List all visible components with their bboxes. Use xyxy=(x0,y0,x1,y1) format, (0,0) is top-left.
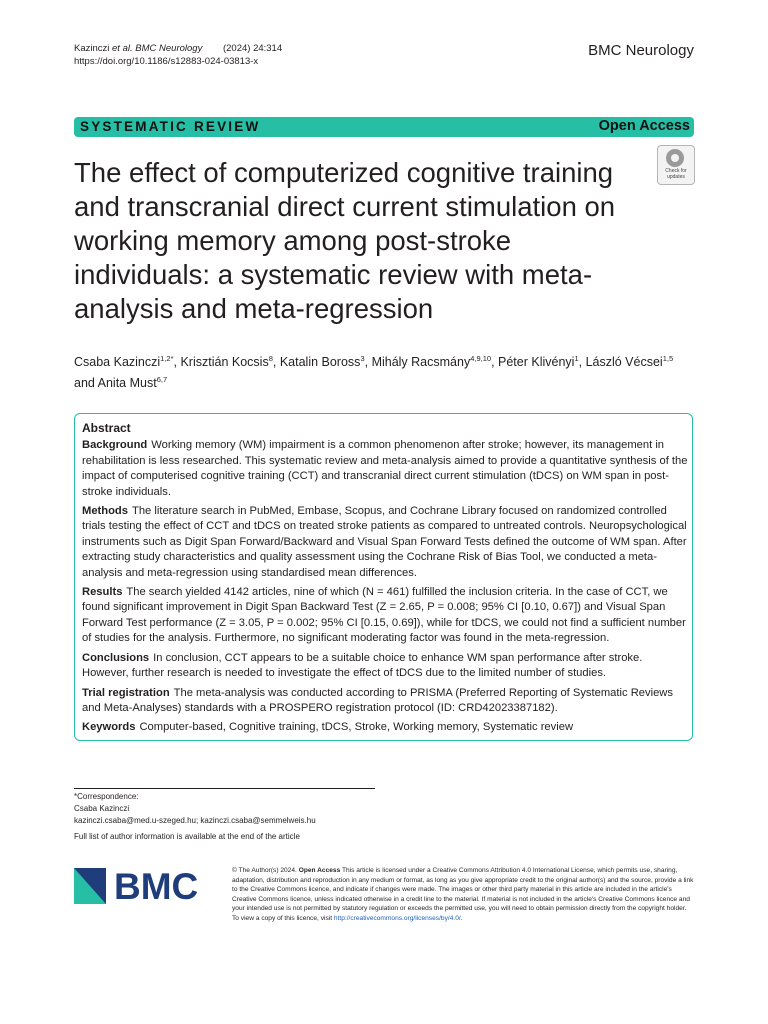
abstract-section-label: Conclusions xyxy=(82,651,150,664)
abstract-section-text: The meta-analysis was conducted according to PRISMA (Preferred Reporting of Systematic Reviews and Meta-Analyses) standards with a PROSPERO registration protocol (ID: CRD42023387182). xyxy=(82,686,673,714)
doi-link[interactable]: https://doi.org/10.1186/s12883-024-03813-x xyxy=(74,56,259,67)
journal-name: BMC Neurology xyxy=(588,42,694,59)
license-body: This article is licensed under a Creative Commons Attribution 4.0 International License, which permits use, sharing, adaptation, distribution and reproduction in any medium or format, as long as you give appropriate credit to the original author(s) and the source, provide a link to the Creative Commons licence, and indicate if changes were made. The images or other third party material in this article are included in the article's Creative Commons licence, unless indicated otherwise in a credit line to the material. If material is not included in the article's Creative Commons licence and your intended use is not permitted by statutory regulation or exceeds the permitted use, you will need to obtain permission directly from the copyright holder. To view a copy of this licence, visit xyxy=(232,867,694,922)
author-affiliation: 1 xyxy=(574,354,579,363)
license-open-access: Open Access xyxy=(298,867,341,874)
abstract-section-label: Keywords xyxy=(82,721,136,734)
author-name: Anita Must xyxy=(97,376,157,391)
citation-authors: Kazinczi xyxy=(74,43,110,54)
author-separator: and xyxy=(74,376,98,391)
open-access-label: Open Access xyxy=(598,118,690,134)
abstract-section-text: Computer-based, Cognitive training, tDCS, Stroke, Working memory, Systematic review xyxy=(139,721,574,734)
article-title: The effect of computerized cognitive training and transcranial direct current stimulation on working memory among post-stroke individuals: a systematic review with meta-analysis and meta-regression xyxy=(74,157,616,324)
abstract-section xyxy=(82,504,688,581)
author-info-note: Full list of author information is available at the end of the article xyxy=(74,832,300,841)
check-for-updates-label: Check for updates xyxy=(665,168,687,180)
abstract-section-label: Methods xyxy=(82,505,128,518)
author-affiliation: 3 xyxy=(360,354,365,363)
abstract-section-text: The search yielded 4142 articles, nine of which (N = 461) fulfilled the inclusion criteria. In the case of CCT, we found significant improvement in Digit Span Backward Test (Z = 2.65, P = 0.008; 95% CI [0.10, 0.67]) and Visual Span Forward Test performance (Z = 3.05, P = 0.002; 95% CI [0.15, 0.69]), while for tDCS, we could not find a sufficient number of studies for the analysis. Furthermore, no significant moderating factor was found in the meta-regression. xyxy=(82,586,686,645)
author-name: Csaba Kazinczi xyxy=(74,355,161,370)
abstract-section xyxy=(82,651,688,682)
abstract-section xyxy=(82,438,688,500)
abstract-section-label: Background xyxy=(82,439,148,452)
abstract-section-text: In conclusion, CCT appears to be a suitable choice to enhance WM span performance after stroke. However, further research is needed to investigate the effect of tDCS due to the limited number of studies. xyxy=(82,651,643,680)
author-name: Mihály Racsmány xyxy=(371,355,471,370)
author-list xyxy=(74,350,694,392)
correspondence-emails[interactable]: kazinczi.csaba@med.u-szeged.hu; kazinczi.csaba@semmelweis.hu xyxy=(74,816,316,825)
author-name: László Vécsei xyxy=(585,355,663,370)
author-separator: , xyxy=(173,355,181,370)
author-affiliation: 4,9,10 xyxy=(470,354,492,363)
author-name: Krisztián Kocsis xyxy=(180,355,269,370)
correspondence-block xyxy=(74,791,316,827)
abstract-section xyxy=(82,720,688,735)
author-affiliation: 8 xyxy=(268,354,273,363)
author-separator: , xyxy=(272,355,280,370)
abstract-heading: Abstract xyxy=(82,421,131,435)
author-affiliation: 6,7 xyxy=(156,375,168,385)
citation-year-volume: (2024) 24:314 xyxy=(222,43,283,54)
abstract-box xyxy=(74,413,693,741)
footnote-divider xyxy=(74,788,375,789)
author-name: Péter Klivényi xyxy=(498,355,575,370)
license-text xyxy=(232,866,694,924)
license-suffix: . xyxy=(460,914,463,922)
bmc-logo-text: BMC xyxy=(114,868,199,904)
abstract-section xyxy=(82,686,688,717)
check-for-updates-button[interactable] xyxy=(657,145,695,185)
citation-journal: BMC Neurology xyxy=(135,43,203,54)
abstract-section-text: The literature search in PubMed, Embase, Scopus, and Cochrane Library focused on randomized controlled trials testing the effect of CCT and tDCS on treated stroke patients as compared to untreated controls. Neuropsychological instruments such as Digit Span Forward/Backward and Visual Span Forward Tests defined the outcome of WM span. After extracting study characteristics and quality assessment using the Cochrane Risk of Bias Tool, we conducted a meta-analysis and meta-regression using standardised mean differences. xyxy=(82,505,687,579)
license-copyright: © The Author(s) 2024. xyxy=(232,867,297,874)
author-separator: , xyxy=(491,355,499,370)
license-link[interactable]: http://creativecommons.org/licenses/by/4.0/ xyxy=(333,914,461,922)
author-separator: , xyxy=(364,355,372,370)
abstract-section xyxy=(82,585,688,647)
author-separator: , xyxy=(578,355,586,370)
abstract-section-text: Working memory (WM) impairment is a common phenomenon after stroke; however, its management in rehabilitation is less researched. This systematic review and meta-analysis aimed to provide a quantitative synthesis of the impact of computerised cognitive training (CCT) and transcranial direct current stimulation (tDCS) on WM span in post-stroke individuals. xyxy=(82,439,688,498)
bmc-logo xyxy=(74,868,214,904)
author-affiliation: 1,2* xyxy=(160,354,174,363)
author-affiliation: 1,5 xyxy=(662,354,674,363)
crossmark-icon xyxy=(666,149,684,167)
author-name: Katalin Boross xyxy=(279,355,361,370)
abstract-section-label: Results xyxy=(82,586,123,599)
citation-et-al: et al. xyxy=(112,43,133,54)
article-type-label: SYSTEMATIC REVIEW xyxy=(80,119,261,134)
correspondence-name: Csaba Kazinczi xyxy=(74,804,130,813)
citation-line xyxy=(74,42,282,55)
correspondence-label: *Correspondence: xyxy=(74,792,139,801)
article-type-banner xyxy=(74,117,694,137)
abstract-section-label: Trial registration xyxy=(82,686,170,699)
